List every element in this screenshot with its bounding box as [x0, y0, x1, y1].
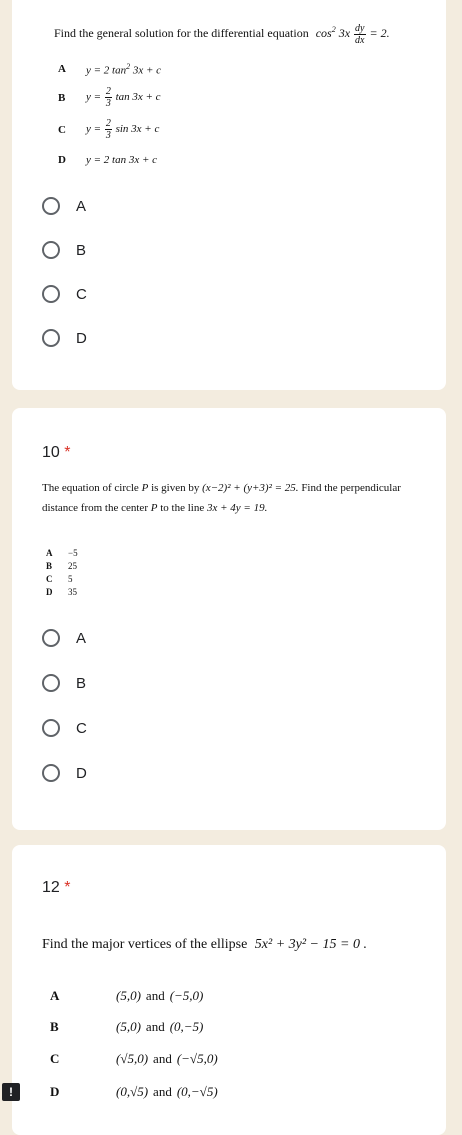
- radio-button[interactable]: [42, 241, 60, 259]
- radio-button[interactable]: [42, 285, 60, 303]
- option-d-math: D 35: [46, 587, 77, 597]
- option-c-math: C 5: [46, 574, 73, 584]
- choice-b[interactable]: B: [42, 238, 86, 262]
- radio-button[interactable]: [42, 764, 60, 782]
- radio-button[interactable]: [42, 719, 60, 737]
- option-c-math: C y = $\frac{2}{3}$ sin 3x + c: [58, 118, 160, 141]
- question-number: 12 *: [42, 879, 71, 896]
- radio-button[interactable]: [42, 674, 60, 692]
- question-number: 10 *: [42, 444, 71, 461]
- option-a-math: A y = 2 $\tan^2 3x + c$: [58, 62, 162, 77]
- choice-b[interactable]: B: [42, 671, 86, 695]
- question-card-prev: [12, 0, 446, 390]
- question-card-10: [12, 408, 446, 830]
- choice-d[interactable]: D: [42, 761, 87, 785]
- choice-a[interactable]: A: [42, 194, 86, 218]
- question-card-12: [12, 845, 446, 1135]
- choice-a[interactable]: A: [42, 626, 86, 650]
- option-c-math: C (√5,0) and (−√5,0): [50, 1051, 218, 1066]
- option-b-math: B (5,0) and (0,−5): [50, 1019, 204, 1034]
- choice-c[interactable]: C: [42, 282, 87, 306]
- required-marker: *: [64, 444, 71, 461]
- radio-button[interactable]: [42, 629, 60, 647]
- option-a-math: A (5,0) and (−5,0): [50, 988, 204, 1003]
- choice-c[interactable]: C: [42, 716, 87, 740]
- option-b-math: B 25: [46, 561, 77, 571]
- question-prompt: Find the major vertices of the ellipse 5x² + 3y² − 15 = 0 .: [42, 937, 367, 952]
- option-a-math: A −5: [46, 548, 78, 558]
- warning-icon[interactable]: !: [2, 1083, 20, 1101]
- option-d-math: D y = 2 tan 3x + c: [58, 154, 158, 166]
- choice-d[interactable]: D: [42, 326, 87, 350]
- question-prompt-line2: distance from the center P to the line 3x + 4y = 19.: [42, 502, 268, 514]
- option-b-math: B y = $\frac{2}{3}$ tan 3x + c: [58, 86, 161, 109]
- radio-button[interactable]: [42, 329, 60, 347]
- required-marker: *: [64, 879, 71, 896]
- question-prompt: The equation of circle P is given by (x−2)² + (y+3)² = 25. Find the perpendicular: [42, 482, 401, 494]
- radio-button[interactable]: [42, 197, 60, 215]
- option-d-math: D (0,√5) and (0,−√5): [50, 1084, 218, 1099]
- question-prompt: Find the general solution for the differential equation $\cos^2 3x$ $\frac{dy}{dx}$ = 2.: [54, 22, 390, 46]
